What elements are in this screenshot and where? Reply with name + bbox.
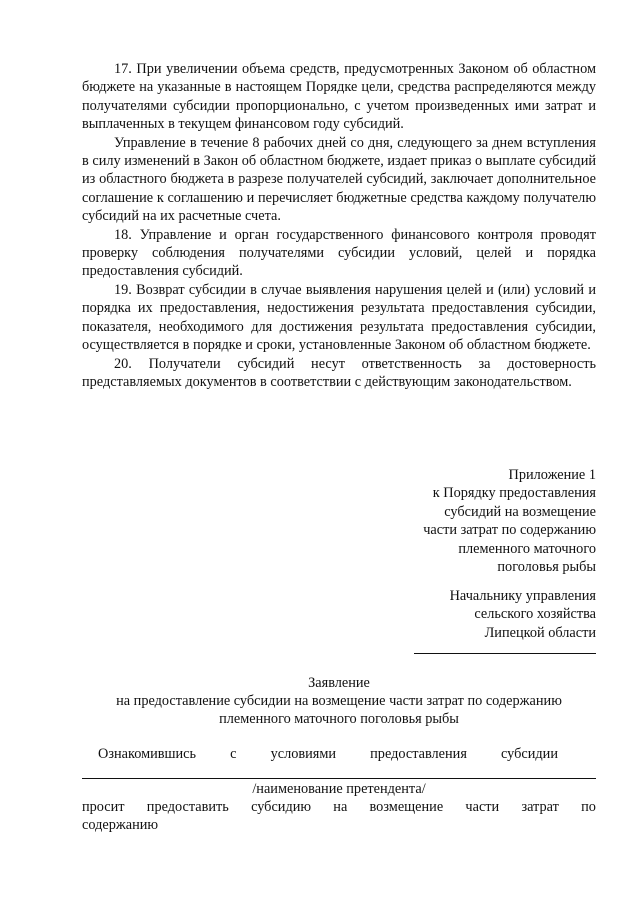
addressee-line: сельского хозяйства — [474, 606, 596, 623]
body-text — [82, 60, 596, 391]
appendix-line: субсидий на возмещение — [444, 503, 596, 520]
request-last-line: содержанию — [82, 817, 159, 833]
intro-word: условиями — [270, 746, 337, 762]
addressee-line: Липецкой области — [484, 624, 596, 641]
appendix-line: племенного маточного — [458, 540, 596, 557]
appendix-line: к Порядку предоставления — [432, 485, 596, 502]
appendix-line: Приложение 1 — [508, 467, 596, 483]
appendix-header — [336, 466, 596, 576]
paragraph-management: Управление в течение 8 рабочих дней со дня, следующего за днем вступления в силу изменений в Закон об областном бюджете, издает приказ о выплате субсидий из областного бюджета в разрезе получателей субсидий, заключает дополнительное соглашение к соглашению и перечисляет бюджетные средства каждому получателю субсидий на их расчетные счета. — [82, 134, 596, 225]
request-word: субсидию — [251, 799, 312, 815]
application-title: Заявление — [308, 675, 370, 691]
paragraph-19: 19. Возврат субсидии в случае выявления нарушения целей и (или) условий и порядка их предоставления, недостижения результата предоставления субсидии, показателя, необходимого для достижения результата предоставления субсидии, осуществляется в порядке и сроки, установленные Законом об областном бюджете. — [82, 281, 596, 354]
intro-word: субсидии — [501, 746, 558, 762]
intro-line — [98, 745, 558, 763]
appendix-line: поголовья рыбы — [497, 559, 596, 576]
applicant-name-field[interactable] — [82, 778, 596, 779]
application-subtitle-line-1: на предоставление субсидии на возмещение части затрат по содержанию — [116, 693, 562, 709]
addressee-line: Начальнику управления — [449, 588, 596, 604]
intro-word: с — [230, 746, 237, 762]
request-word: просит — [82, 799, 125, 815]
request-word: затрат — [521, 799, 559, 815]
paragraph-20: 20. Получатели субсидий несут ответственность за достоверность представляемых документов в соответствии с действующим законодательством. — [82, 355, 596, 390]
applicant-caption: /наименование претендента/ — [252, 781, 426, 797]
intro-word: предоставления — [370, 746, 467, 762]
request-word: возмещение — [369, 799, 444, 815]
request-word: по — [581, 799, 596, 815]
request-word: на — [333, 799, 348, 815]
addressee-signature-line — [414, 653, 596, 654]
appendix-line: части затрат по содержанию — [423, 522, 596, 539]
request-line — [82, 798, 596, 816]
paragraph-17: 17. При увеличении объема средств, предусмотренных Законом об областном бюджете на указанные в настоящем Порядке цели, средства распределяются между получателями субсидии пропорционально, с учетом произведенных ими затрат и выплаченных в текущем финансовом году субсидий. — [82, 61, 596, 133]
addressee-block — [336, 587, 596, 642]
paragraph-18: 18. Управление и орган государственного финансового контроля проводят проверку соблюдения получателями субсидии условий, целей и порядка предоставления субсидий. — [82, 226, 596, 280]
intro-word: Ознакомившись — [98, 746, 197, 762]
application-subtitle-line-2: племенного маточного поголовья рыбы — [219, 711, 459, 727]
request-word: предоставить — [146, 799, 229, 815]
request-word: части — [465, 799, 500, 815]
